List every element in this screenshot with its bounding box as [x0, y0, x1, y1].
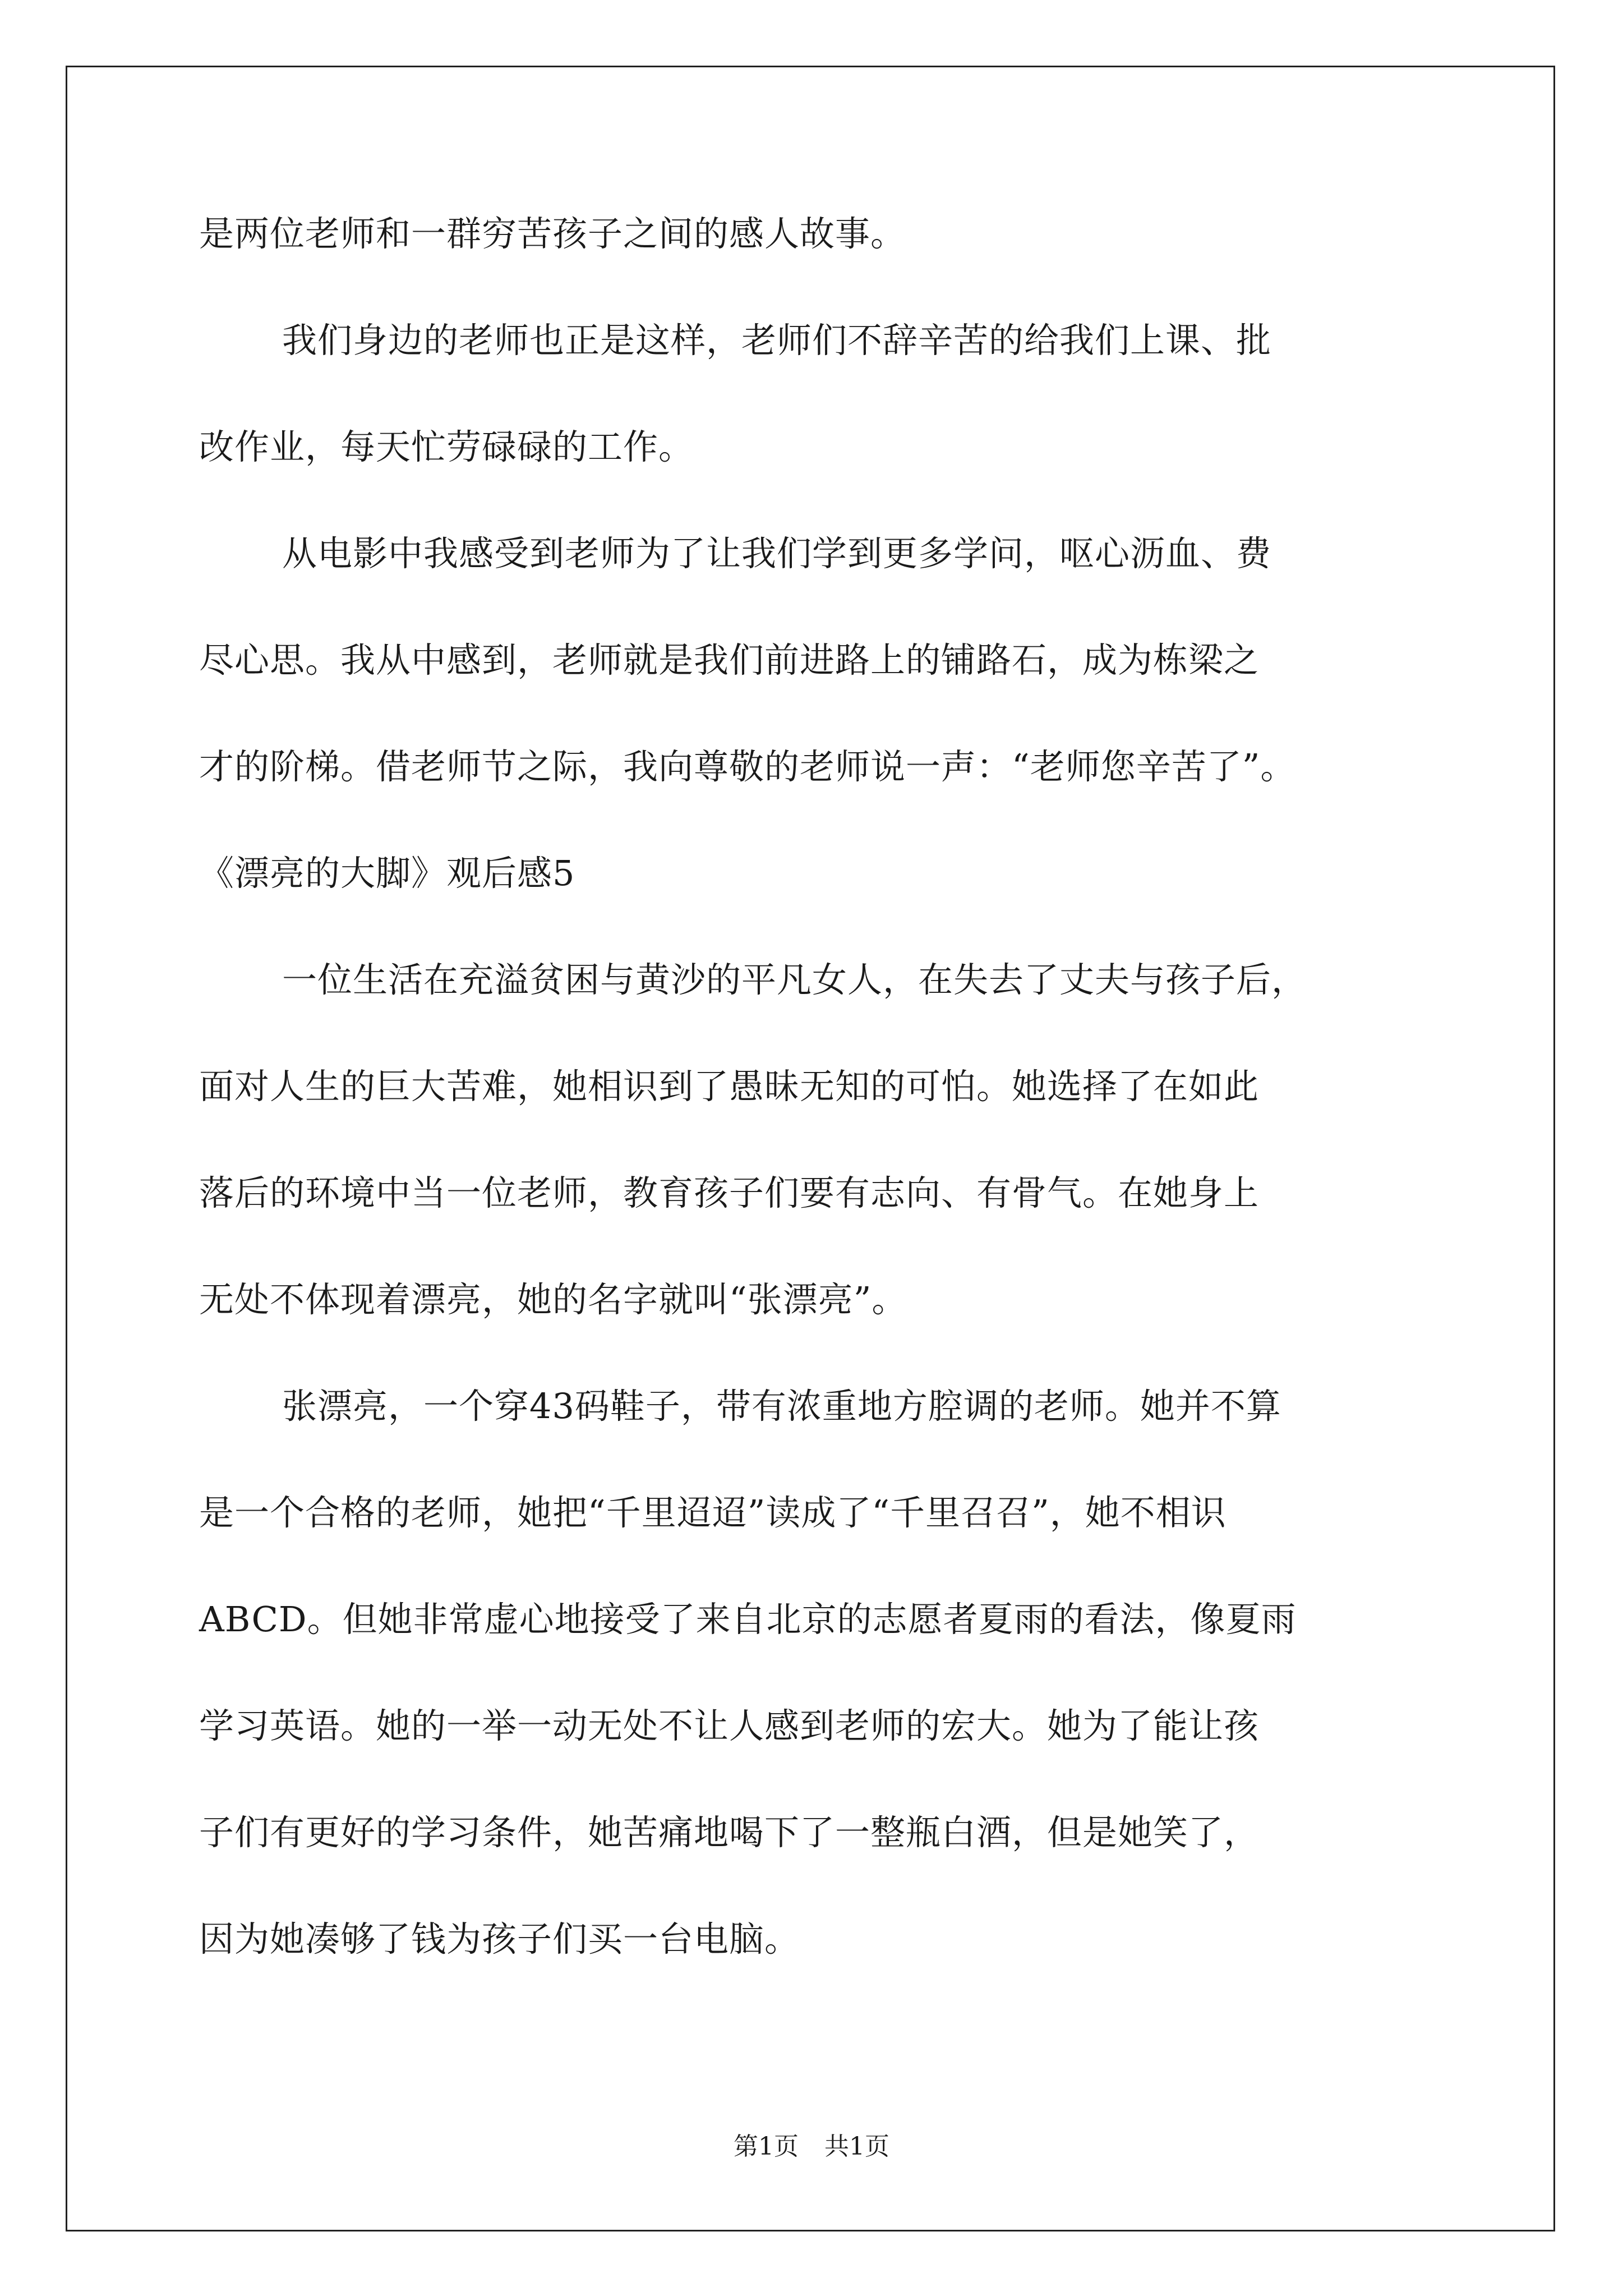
text-line: 学习英语。她的一举一动无处不让人感到老师的宏大。她为了能让孩: [199, 1705, 1260, 1746]
section-title: 《漂亮的大脚》观后感5: [199, 853, 575, 894]
text-line: 子们有更好的学习条件，她苦痛地喝下了一整瓶白酒，但是她笑了，: [199, 1812, 1260, 1853]
text-line: 改作业，每天忙劳碌碌的工作。: [199, 426, 694, 467]
text-line: 我们身边的老师也正是这样，老师们不辞辛苦的给我们上课、批: [282, 320, 1272, 361]
text-line: 张漂亮，一个穿43码鞋子，带有浓重地方腔调的老师。她并不算: [282, 1386, 1281, 1427]
text-line: 是一个合格的老师，她把“千里迢迢”读成了“千里召召”，她不相识: [199, 1492, 1227, 1533]
text-line: 是两位老师和一群穷苦孩子之间的感人故事。: [199, 213, 906, 254]
page-footer: [0, 2126, 1623, 2162]
text-line: 一位生活在充溢贫困与黄沙的平凡女人，在失去了丈夫与孩子后，: [282, 959, 1307, 1000]
text-line: ABCD。但她非常虚心地接受了来自北京的志愿者夏雨的看法，像夏雨: [199, 1599, 1297, 1640]
text-line: 尽心思。我从中感到，老师就是我们前进路上的铺路石，成为栋梁之: [199, 639, 1260, 680]
page-number-current: 第1页: [734, 2132, 799, 2161]
text-line: 从电影中我感受到老师为了让我们学到更多学问，呕心沥血、费: [282, 533, 1272, 574]
text-line: 落后的环境中当一位老师，教育孩子们要有志向、有骨气。在她身上: [199, 1172, 1260, 1213]
text-line: 才的阶梯。借老师节之际，我向尊敬的老师说一声：“老师您辛苦了”。: [199, 746, 1296, 787]
text-line: 无处不体现着漂亮，她的名字就叫“张漂亮”。: [199, 1279, 907, 1320]
text-line: 面对人生的巨大苦难，她相识到了愚昧无知的可怕。她选择了在如此: [199, 1066, 1260, 1107]
page-number-total: 共1页: [824, 2132, 889, 2161]
document-body: [199, 201, 1444, 2013]
text-line: 因为她凑够了钱为孩子们买一台电脑。: [199, 1918, 800, 1959]
